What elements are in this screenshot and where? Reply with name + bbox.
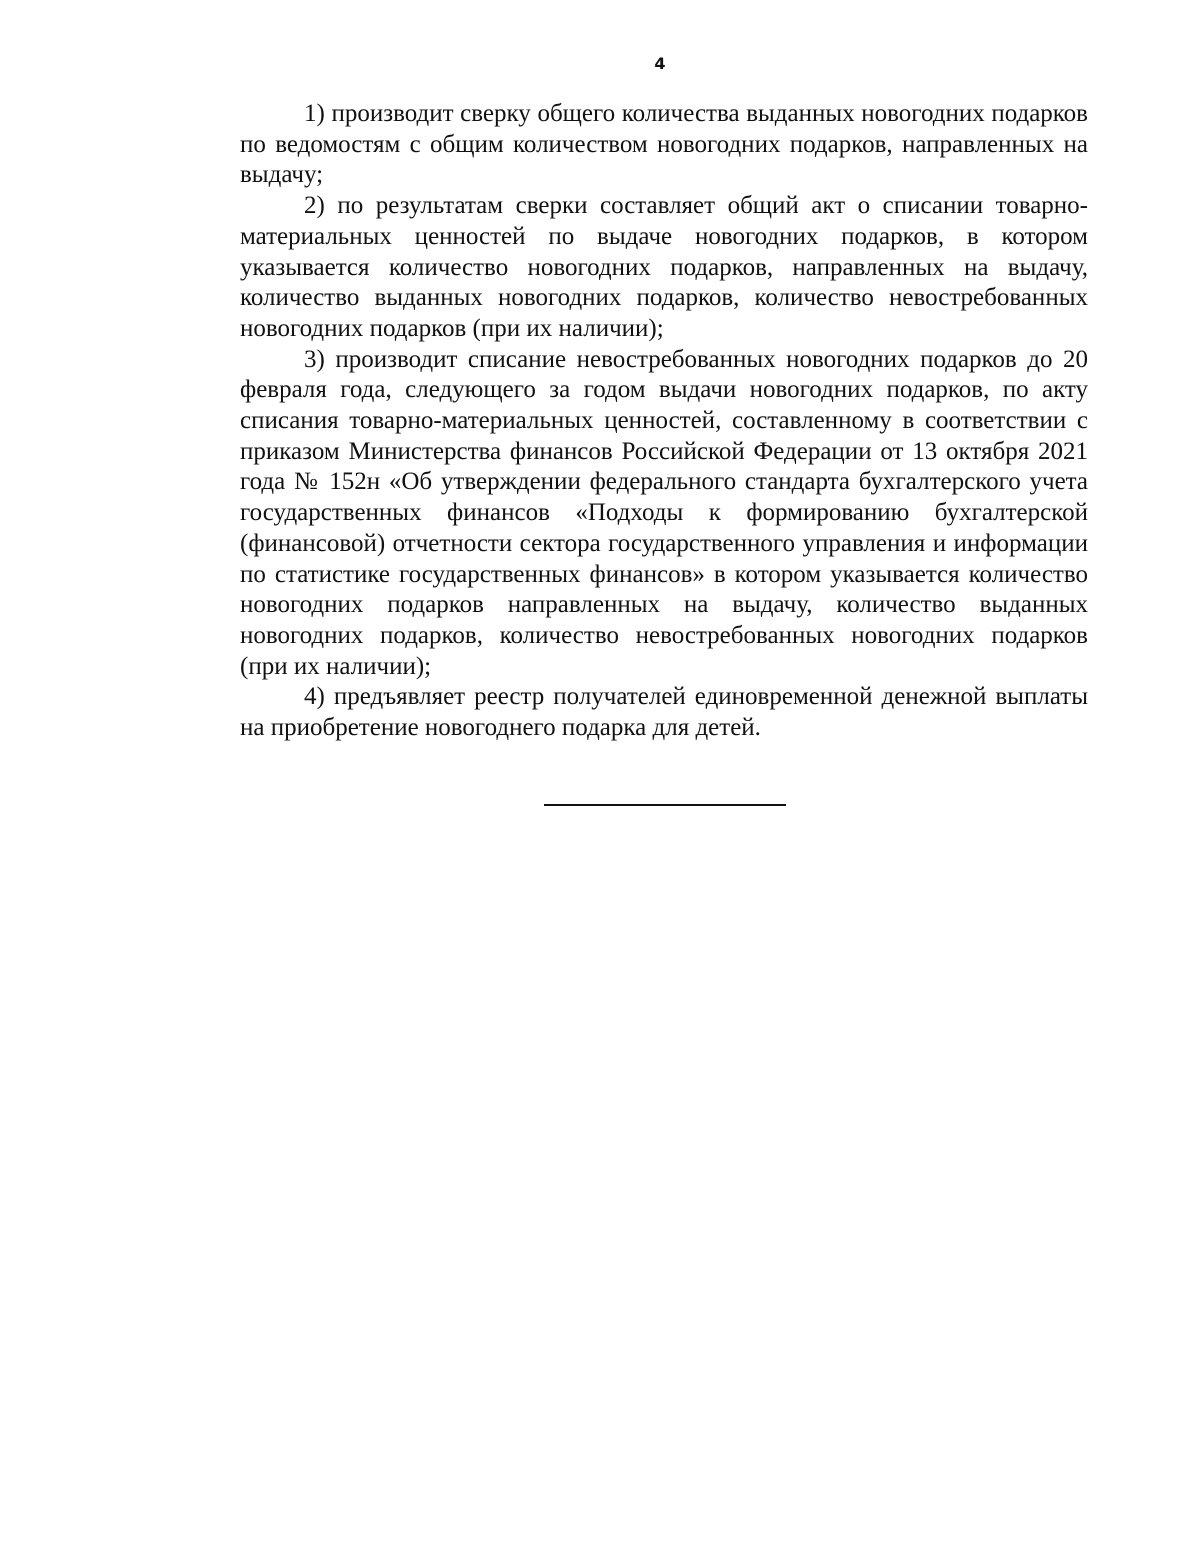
paragraph-item-2: 2) по результатам сверки составляет общий акт о списании товарно-материальных ценностей по выдаче новогодних подарков, в котором указывается количество новогодних подарков, направленных на выдачу, количество выданных новогодних подарков, количество невостребованных новогодних подарков (при их наличии); (240, 192, 1088, 342)
document-body (240, 99, 1088, 744)
paragraph-item-4: 4) предъявляет реестр получателей единовременной денежной выплаты на приобретение новогоднего подарка для детей. (240, 683, 1088, 742)
closing-divider (544, 804, 786, 806)
paragraph-item-1: 1) производит сверку общего количества выданных новогодних подарков по ведомостям с общим количеством новогодних подарков, направленных на выдачу; (240, 100, 1088, 189)
page-number: 4 (654, 54, 666, 73)
paragraph-item-3: 3) производит списание невостребованных новогодних подарков до 20 февраля года, следующего за годом выдачи новогодних подарков, по акту списания товарно-материальных ценностей, составленному в соответствии с приказом Министерства финансов Российской Федерации от 13 октября 2021 года № 152н «Об утверждении федерального стандарта бухгалтерского учета государственных финансов «Подходы к формированию бухгалтерской (финансовой) отчетности сектора государственного управления и информации по статистике государственных финансов» в котором указывается количество новогодних подарков направленных на выдачу, количество выданных новогодних подарков, количество невостребованных новогодних подарков (при их наличии); (240, 345, 1088, 680)
